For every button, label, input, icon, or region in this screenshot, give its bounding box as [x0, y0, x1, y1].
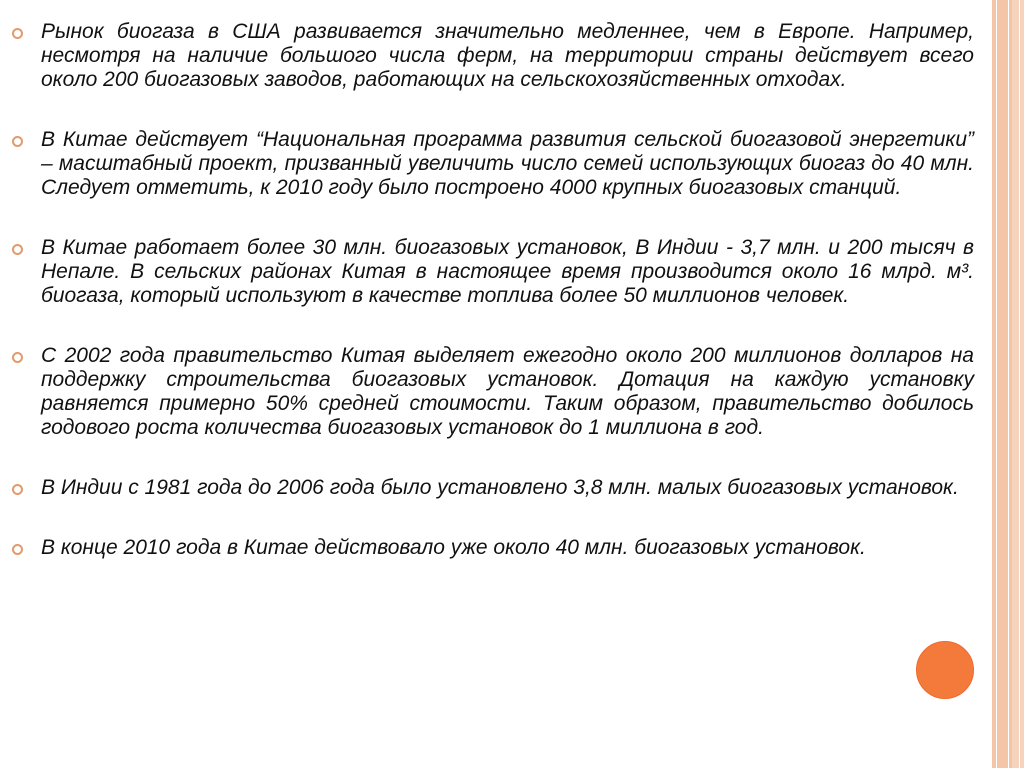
list-item [12, 536, 974, 560]
circle-bullet-icon [12, 244, 23, 255]
decorative-stripe [1012, 0, 1024, 768]
list-item [12, 128, 974, 200]
paragraph-text: В Китае действует “Национальная программа развития сельской биогазовой энергетики” – масштабный проект, призванный увеличить число семей использующих биогаз до 40 млн. Следует отметить, к 2010 году было построено 4000 крупных биогазовых станций. [41, 128, 974, 199]
list-item [12, 476, 974, 500]
list-item [12, 236, 974, 308]
paragraph-text: В конце 2010 года в Китае действовало уже около 40 млн. биогазовых установок. [41, 536, 866, 559]
list-item [12, 344, 974, 440]
paragraph-text: Рынок биогаза в США развивается значительно медленнее, чем в Европе. Например, несмотря на наличие большого числа ферм, на территории страны действует всего около 200 биогазовых заводов, работающих на сельскохозяйственных отходах. [41, 20, 974, 91]
list-item [12, 20, 974, 92]
stripe-divider [1008, 0, 1009, 768]
paragraph-text: В Индии с 1981 года до 2006 года было установлено 3,8 млн. малых биогазовых установок. [41, 476, 959, 499]
circle-bullet-icon [12, 544, 23, 555]
stripe-divider [1019, 0, 1020, 768]
paragraph-text: С 2002 года правительство Китая выделяет ежегодно около 200 миллионов долларов на поддержку строительства биогазовых установок. Дотация на каждую установку равняется примерно 50% средней стоимости. Таким образом, правительство добилось годового роста количества биогазовых установок до 1 миллиона в год. [41, 344, 974, 439]
circle-bullet-icon [12, 352, 23, 363]
circle-bullet-icon [12, 28, 23, 39]
bullet-list [12, 20, 974, 560]
circle-bullet-icon [12, 136, 23, 147]
circle-bullet-icon [12, 484, 23, 495]
orange-circle-icon [916, 641, 974, 699]
paragraph-text: В Китае работает более 30 млн. биогазовых установок, В Индии - 3,7 млн. и 200 тысяч в Непале. В сельских районах Китая в настоящее время производится около 16 млрд. м³. биогаза, который используют в качестве топлива более 50 миллионов человек. [41, 236, 974, 307]
stripe-divider [996, 0, 997, 768]
